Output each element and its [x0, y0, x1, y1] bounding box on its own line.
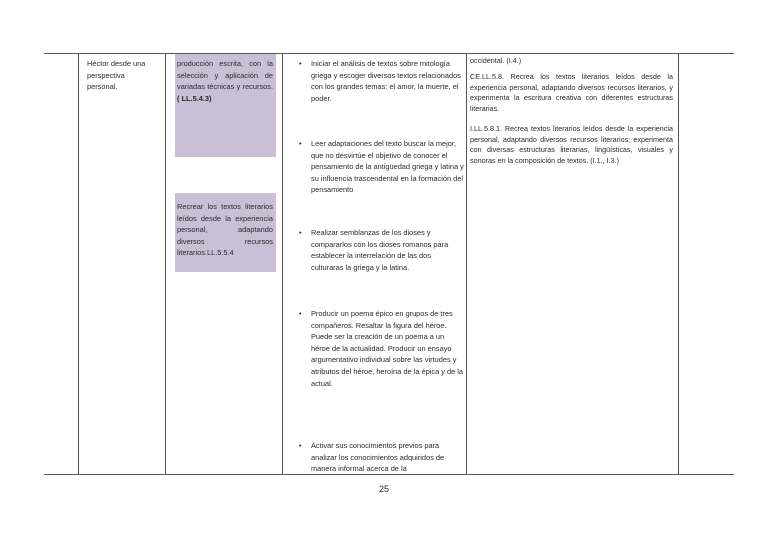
skill-code-1: ( LL.5.4.3)	[177, 93, 212, 103]
activity-item: • Realizar semblanzas de los dioses y compararlos con los dioses romanos para establecer la interrelación de las dos culturaras la griega y la latina.	[299, 228, 449, 272]
indicator-text: I.LL.5.8.1. Recrea textos literarios leídos desde la experiencia personal, adaptando diversos recursos literarios; experimenta con diversas estructuras literarias, lingüísticas, visuales y sonoras en la composición de textos. (I.1., I.3.)	[470, 124, 673, 165]
activity-item: • Leer adaptaciones del texto buscar la mejor, que no desvirtúe el objetivo de conocer el pensamiento de la antigüedad griega y latina y su influencia trascendental en la formación del pensamiento	[299, 139, 464, 195]
column-divider	[282, 54, 283, 474]
skill-text-1-body: producción escrita, con la selección y aplicación de variadas técnicas y recursos.	[177, 59, 273, 92]
criteria-text-1: occidental. (I.4.)	[470, 56, 522, 65]
skill-text-1	[177, 58, 273, 104]
activity-item: • Producir un poema épico en grupos de tres compañeros. Resaltar la figura del héroe. Puede ser la creación de un poema a un héroe de la actualidad. Producir un ensayo argumentativo individual sobre las virtudes y atributos del héroe, heroína de la épica y de la actual.	[299, 309, 464, 388]
activity-item: • Activar sus conocimientos previos para analizar los conocimientos adquiridos de manera informal acerca de la	[299, 441, 445, 474]
column-divider	[78, 54, 79, 474]
topic-cell: Héctor desde una perspectiva personal.	[87, 59, 146, 92]
column-divider	[466, 54, 467, 474]
column-divider	[678, 54, 679, 474]
planning-table	[44, 53, 734, 475]
criteria-text-2: CE.LL.5.8. Recrea los textos literarios leídos desde la experiencia personal, adaptando diversos recursos literarios, y experimenta la escritura creativa con diferentes estructuras literarias.	[470, 72, 673, 113]
page-number: 25	[378, 484, 389, 494]
skill-text-2: Recrear los textos literarios leídos desde la experiencia personal, adaptando diversos recursos literarios.LL.5.5.4	[177, 202, 273, 258]
activity-item: • Iniciar el análisis de textos sobre mitología griega y escoger diversos textos relacionados con los grandes temas: el amor, la muerte, el poder.	[299, 59, 461, 103]
column-divider	[165, 54, 166, 474]
